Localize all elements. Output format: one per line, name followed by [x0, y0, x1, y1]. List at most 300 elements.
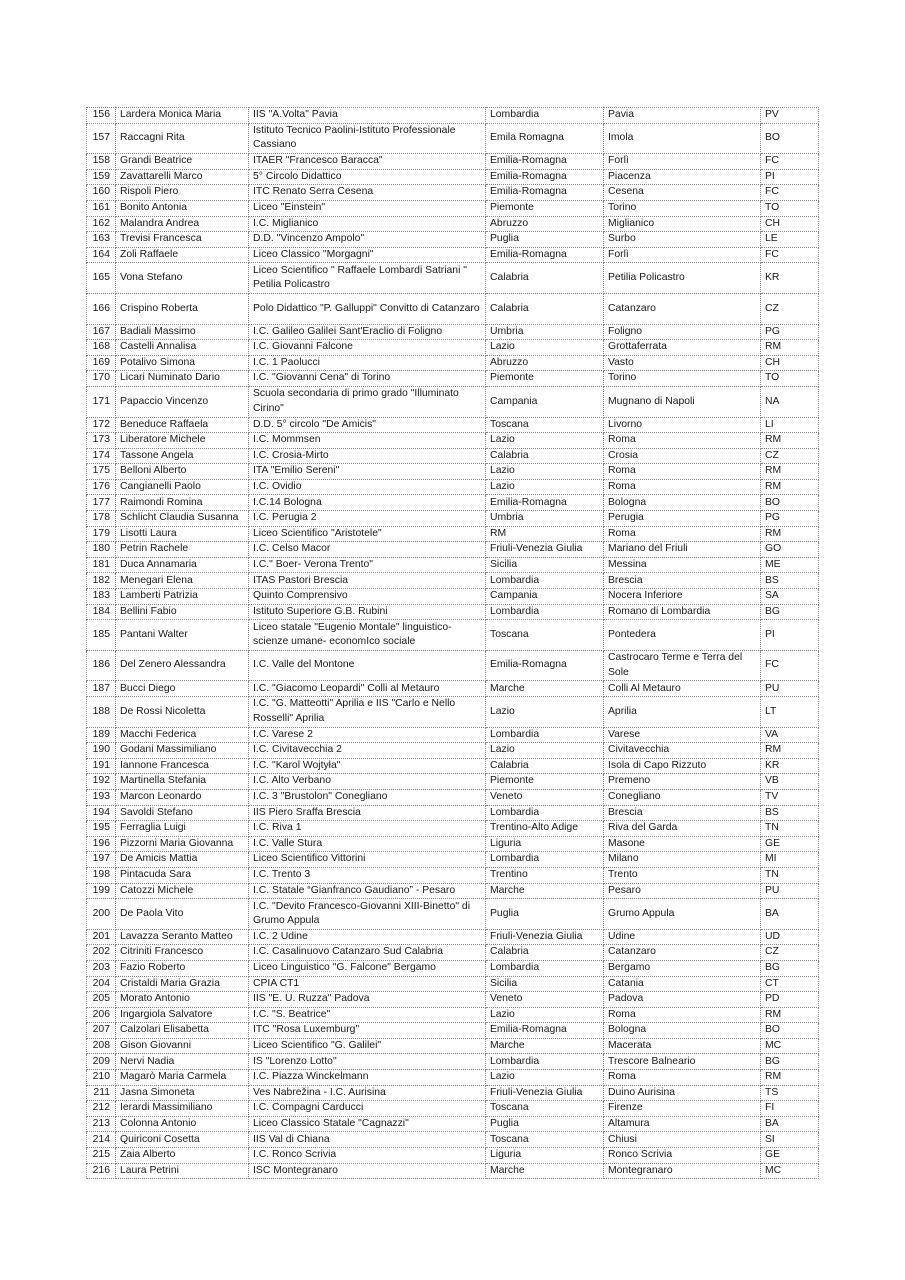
province-code-cell: FC	[761, 247, 819, 263]
region-cell: Marche	[486, 681, 604, 697]
region-cell: Lazio	[486, 743, 604, 759]
row-number-cell: 212	[87, 1101, 116, 1117]
teacher-name-cell: Schlicht Claudia Susanna	[116, 511, 249, 527]
city-cell: Ronco Scrivia	[604, 1148, 761, 1164]
city-cell: Roma	[604, 433, 761, 449]
province-code-cell: RM	[761, 340, 819, 356]
teacher-name-cell: Vona Stefano	[116, 263, 249, 294]
table-row	[87, 232, 819, 248]
table-row	[87, 867, 819, 883]
teacher-name-cell: Calzolari Elisabetta	[116, 1023, 249, 1039]
school-name-cell: I.C. Riva 1	[249, 821, 486, 837]
province-code-cell: BG	[761, 1054, 819, 1070]
table-row	[87, 883, 819, 899]
table-row	[87, 1038, 819, 1054]
province-code-cell: PD	[761, 992, 819, 1008]
table-row	[87, 542, 819, 558]
city-cell: Perugia	[604, 511, 761, 527]
school-name-cell: Istituto Tecnico Paolini-Istituto Professionale Cassiano	[249, 123, 486, 154]
table-row	[87, 355, 819, 371]
table-row	[87, 1054, 819, 1070]
school-name-cell: I.C. Alto Verbano	[249, 774, 486, 790]
teacher-name-cell: Bellini Fabio	[116, 604, 249, 620]
table-row	[87, 511, 819, 527]
region-cell: Sicilia	[486, 976, 604, 992]
row-number-cell: 183	[87, 589, 116, 605]
teacher-name-cell: Papaccio Vincenzo	[116, 386, 249, 417]
table-row	[87, 789, 819, 805]
row-number-cell: 206	[87, 1007, 116, 1023]
school-name-cell: I.C. "Giacomo Leopardi" Colli al Metauro	[249, 681, 486, 697]
row-number-cell: 214	[87, 1132, 116, 1148]
row-number-cell: 157	[87, 123, 116, 154]
row-number-cell: 199	[87, 883, 116, 899]
region-cell: Calabria	[486, 263, 604, 294]
table-row	[87, 589, 819, 605]
table-row	[87, 448, 819, 464]
province-code-cell: TO	[761, 200, 819, 216]
city-cell: Torino	[604, 371, 761, 387]
city-cell: Firenze	[604, 1101, 761, 1117]
region-cell: Toscana	[486, 1132, 604, 1148]
city-cell: Bologna	[604, 495, 761, 511]
table-row	[87, 1085, 819, 1101]
city-cell: Crosia	[604, 448, 761, 464]
region-cell: RM	[486, 526, 604, 542]
school-name-cell: ITC "Rosa Luxemburg"	[249, 1023, 486, 1039]
table-row	[87, 1070, 819, 1086]
table-row	[87, 1023, 819, 1039]
teacher-name-cell: De Amicis Mattia	[116, 852, 249, 868]
row-number-cell: 190	[87, 743, 116, 759]
city-cell: Chiusi	[604, 1132, 761, 1148]
city-cell: Pesaro	[604, 883, 761, 899]
row-number-cell: 209	[87, 1054, 116, 1070]
teacher-name-cell: Jasna Simoneta	[116, 1085, 249, 1101]
row-number-cell: 203	[87, 960, 116, 976]
region-cell: Campania	[486, 589, 604, 605]
table-row	[87, 960, 819, 976]
teacher-name-cell: Martinella Stefania	[116, 774, 249, 790]
teacher-name-cell: Catozzi Michele	[116, 883, 249, 899]
region-cell: Emilia-Romagna	[486, 650, 604, 681]
region-cell: Sicilia	[486, 557, 604, 573]
province-code-cell: BO	[761, 495, 819, 511]
school-name-cell: I.C. Varese 2	[249, 727, 486, 743]
city-cell: Bergamo	[604, 960, 761, 976]
table-row	[87, 108, 819, 124]
table-row	[87, 899, 819, 930]
province-code-cell: PG	[761, 324, 819, 340]
teacher-name-cell: Beneduce Raffaela	[116, 417, 249, 433]
province-code-cell: PI	[761, 169, 819, 185]
table-row	[87, 495, 819, 511]
school-name-cell: Liceo statale "Eugenio Montale" linguistico- scienze umane- economIco sociale	[249, 620, 486, 651]
province-code-cell: RM	[761, 1007, 819, 1023]
teacher-name-cell: Gison Giovanni	[116, 1038, 249, 1054]
school-name-cell: I.C. Celso Macor	[249, 542, 486, 558]
school-name-cell: I.C. "S. Beatrice"	[249, 1007, 486, 1023]
region-cell: Trentino-Alto Adige	[486, 821, 604, 837]
table-row	[87, 620, 819, 651]
teacher-name-cell: Quiriconi Cosetta	[116, 1132, 249, 1148]
region-cell: Abruzzo	[486, 216, 604, 232]
city-cell: Roma	[604, 526, 761, 542]
school-name-cell: ITAER "Francesco Baracca"	[249, 154, 486, 170]
table-row	[87, 976, 819, 992]
row-number-cell: 185	[87, 620, 116, 651]
table-row	[87, 852, 819, 868]
teacher-name-cell: Lavazza Seranto Matteo	[116, 929, 249, 945]
region-cell: Marche	[486, 883, 604, 899]
row-number-cell: 179	[87, 526, 116, 542]
school-name-cell: I.C. "Giovanni Cena" di Torino	[249, 371, 486, 387]
table-row	[87, 573, 819, 589]
row-number-cell: 162	[87, 216, 116, 232]
city-cell: Torino	[604, 200, 761, 216]
table-row	[87, 758, 819, 774]
row-number-cell: 202	[87, 945, 116, 961]
school-name-cell: Liceo Classico "Morgagni"	[249, 247, 486, 263]
teacher-name-cell: Crispino Roberta	[116, 293, 249, 324]
table-row	[87, 1101, 819, 1117]
table-row	[87, 464, 819, 480]
teacher-name-cell: Pantani Walter	[116, 620, 249, 651]
city-cell: Catanzaro	[604, 945, 761, 961]
school-name-cell: I.C. Statale “Gianfranco Gaudiano” - Pesaro	[249, 883, 486, 899]
school-name-cell: I.C. Mommsen	[249, 433, 486, 449]
row-number-cell: 164	[87, 247, 116, 263]
school-name-cell: I.C. Civitavecchia 2	[249, 743, 486, 759]
teacher-name-cell: Potalivo Simona	[116, 355, 249, 371]
region-cell: Lazio	[486, 433, 604, 449]
province-code-cell: LI	[761, 417, 819, 433]
region-cell: Piemonte	[486, 200, 604, 216]
region-cell: Toscana	[486, 417, 604, 433]
school-name-cell: CPIA CT1	[249, 976, 486, 992]
school-name-cell: Scuola secondaria di primo grado "Illuminato Cirino"	[249, 386, 486, 417]
province-code-cell: CH	[761, 355, 819, 371]
row-number-cell: 175	[87, 464, 116, 480]
city-cell: Masone	[604, 836, 761, 852]
school-name-cell: I.C." Boer- Verona Trento"	[249, 557, 486, 573]
teacher-name-cell: Marcon Leonardo	[116, 789, 249, 805]
city-cell: Premeno	[604, 774, 761, 790]
city-cell: Montegranaro	[604, 1163, 761, 1179]
city-cell: Roma	[604, 1007, 761, 1023]
region-cell: Toscana	[486, 620, 604, 651]
city-cell: Isola di Capo Rizzuto	[604, 758, 761, 774]
table-body	[87, 108, 819, 1179]
teacher-name-cell: Morato Antonio	[116, 992, 249, 1008]
province-code-cell: GE	[761, 1148, 819, 1164]
region-cell: Campania	[486, 386, 604, 417]
table-row	[87, 992, 819, 1008]
table-row	[87, 479, 819, 495]
region-cell: Toscana	[486, 1101, 604, 1117]
teacher-name-cell: Nervi Nadia	[116, 1054, 249, 1070]
school-name-cell: Liceo Linguistico "G. Falcone" Bergamo	[249, 960, 486, 976]
region-cell: Calabria	[486, 758, 604, 774]
school-name-cell: ITA "Emilio Sereni"	[249, 464, 486, 480]
row-number-cell: 184	[87, 604, 116, 620]
teacher-name-cell: Zavattarelli Marco	[116, 169, 249, 185]
province-code-cell: CT	[761, 976, 819, 992]
school-name-cell: Ves Nabrežina - I.C. Aurisina	[249, 1085, 486, 1101]
row-number-cell: 216	[87, 1163, 116, 1179]
row-number-cell: 194	[87, 805, 116, 821]
city-cell: Roma	[604, 479, 761, 495]
table-row	[87, 185, 819, 201]
region-cell: Lombardia	[486, 108, 604, 124]
teacher-name-cell: Cangianelli Paolo	[116, 479, 249, 495]
city-cell: Nocera Inferiore	[604, 589, 761, 605]
region-cell: Friuli-Venezia Giulia	[486, 1085, 604, 1101]
region-cell: Lombardia	[486, 573, 604, 589]
region-cell: Lazio	[486, 697, 604, 728]
school-name-cell: I.C. Miglianico	[249, 216, 486, 232]
teacher-name-cell: Laura Petrini	[116, 1163, 249, 1179]
province-code-cell: BA	[761, 1116, 819, 1132]
province-code-cell: BG	[761, 960, 819, 976]
region-cell: Emila Romagna	[486, 123, 604, 154]
school-name-cell: ISC Montegranaro	[249, 1163, 486, 1179]
teacher-name-cell: Zoli Raffaele	[116, 247, 249, 263]
city-cell: Pontedera	[604, 620, 761, 651]
city-cell: Petilia Policastro	[604, 263, 761, 294]
teacher-name-cell: Malandra Andrea	[116, 216, 249, 232]
school-name-cell: Liceo "Einstein"	[249, 200, 486, 216]
teacher-name-cell: De Rossi Nicoletta	[116, 697, 249, 728]
teacher-name-cell: Ingargiola Salvatore	[116, 1007, 249, 1023]
table-row	[87, 743, 819, 759]
row-number-cell: 205	[87, 992, 116, 1008]
table-row	[87, 681, 819, 697]
province-code-cell: RM	[761, 464, 819, 480]
row-number-cell: 174	[87, 448, 116, 464]
region-cell: Emilia-Romagna	[486, 495, 604, 511]
teacher-name-cell: Lisotti Laura	[116, 526, 249, 542]
table-row	[87, 371, 819, 387]
row-number-cell: 198	[87, 867, 116, 883]
province-code-cell: PU	[761, 883, 819, 899]
row-number-cell: 182	[87, 573, 116, 589]
teacher-name-cell: Castelli Annalisa	[116, 340, 249, 356]
city-cell: Catanzaro	[604, 293, 761, 324]
region-cell: Lazio	[486, 1070, 604, 1086]
teacher-name-cell: De Paola Vito	[116, 899, 249, 930]
province-code-cell: VA	[761, 727, 819, 743]
city-cell: Castrocaro Terme e Terra del Sole	[604, 650, 761, 681]
region-cell: Puglia	[486, 1116, 604, 1132]
table-row	[87, 821, 819, 837]
row-number-cell: 201	[87, 929, 116, 945]
school-name-cell: Liceo Classico Statale "Cagnazzi"	[249, 1116, 486, 1132]
row-number-cell: 200	[87, 899, 116, 930]
row-number-cell: 165	[87, 263, 116, 294]
row-number-cell: 213	[87, 1116, 116, 1132]
province-code-cell: VB	[761, 774, 819, 790]
region-cell: Emilia-Romagna	[486, 185, 604, 201]
province-code-cell: BS	[761, 573, 819, 589]
table-row	[87, 1007, 819, 1023]
region-cell: Emilia-Romagna	[486, 169, 604, 185]
region-cell: Emilia-Romagna	[486, 1023, 604, 1039]
school-name-cell: I.C.14 Bologna	[249, 495, 486, 511]
teacher-name-cell: Cristaldi Maria Grazia	[116, 976, 249, 992]
province-code-cell: RM	[761, 743, 819, 759]
row-number-cell: 169	[87, 355, 116, 371]
city-cell: Aprilia	[604, 697, 761, 728]
teacher-name-cell: Godani Massimiliano	[116, 743, 249, 759]
region-cell: Calabria	[486, 293, 604, 324]
city-cell: Milano	[604, 852, 761, 868]
table-row	[87, 945, 819, 961]
province-code-cell: PI	[761, 620, 819, 651]
table-row	[87, 1132, 819, 1148]
province-code-cell: KR	[761, 758, 819, 774]
table-row	[87, 247, 819, 263]
row-number-cell: 197	[87, 852, 116, 868]
school-name-cell: I.C. Ovidio	[249, 479, 486, 495]
region-cell: Piemonte	[486, 371, 604, 387]
city-cell: Mugnano di Napoli	[604, 386, 761, 417]
teacher-name-cell: Ierardi Massimiliano	[116, 1101, 249, 1117]
school-name-cell: I.C. 1 Paolucci	[249, 355, 486, 371]
teacher-name-cell: Pizzorni Maria Giovanna	[116, 836, 249, 852]
table-row	[87, 805, 819, 821]
city-cell: Varese	[604, 727, 761, 743]
row-number-cell: 176	[87, 479, 116, 495]
table-row	[87, 433, 819, 449]
row-number-cell: 158	[87, 154, 116, 170]
city-cell: Mariano del Friuli	[604, 542, 761, 558]
teacher-name-cell: Licari Numinato Dario	[116, 371, 249, 387]
region-cell: Lombardia	[486, 805, 604, 821]
province-code-cell: BO	[761, 123, 819, 154]
province-code-cell: PU	[761, 681, 819, 697]
city-cell: Messina	[604, 557, 761, 573]
table-row	[87, 650, 819, 681]
row-number-cell: 160	[87, 185, 116, 201]
city-cell: Pavia	[604, 108, 761, 124]
school-name-cell: I.C. "Devito Francesco-Giovanni XIII-Binetto" di Grumo Appula	[249, 899, 486, 930]
city-cell: Colli Al Metauro	[604, 681, 761, 697]
teacher-name-cell: Tassone Angela	[116, 448, 249, 464]
province-code-cell: BS	[761, 805, 819, 821]
row-number-cell: 208	[87, 1038, 116, 1054]
province-code-cell: TN	[761, 821, 819, 837]
school-name-cell: 5° Circolo Didattico	[249, 169, 486, 185]
province-code-cell: GO	[761, 542, 819, 558]
teacher-name-cell: Fazio Roberto	[116, 960, 249, 976]
region-cell: Calabria	[486, 448, 604, 464]
region-cell: Lombardia	[486, 852, 604, 868]
school-name-cell: IIS Piero Sraffa Brescia	[249, 805, 486, 821]
row-number-cell: 180	[87, 542, 116, 558]
teacher-name-cell: Menegari Elena	[116, 573, 249, 589]
region-cell: Emilia-Romagna	[486, 154, 604, 170]
school-name-cell: Liceo Scientifico "Aristotele"	[249, 526, 486, 542]
row-number-cell: 195	[87, 821, 116, 837]
province-code-cell: TV	[761, 789, 819, 805]
city-cell: Livorno	[604, 417, 761, 433]
province-code-cell: RM	[761, 479, 819, 495]
city-cell: Altamura	[604, 1116, 761, 1132]
province-code-cell: TS	[761, 1085, 819, 1101]
city-cell: Grottaferrata	[604, 340, 761, 356]
province-code-cell: TO	[761, 371, 819, 387]
region-cell: Emilia-Romagna	[486, 247, 604, 263]
row-number-cell: 168	[87, 340, 116, 356]
row-number-cell: 178	[87, 511, 116, 527]
row-number-cell: 189	[87, 727, 116, 743]
row-number-cell: 210	[87, 1070, 116, 1086]
city-cell: Macerata	[604, 1038, 761, 1054]
province-code-cell: SI	[761, 1132, 819, 1148]
region-cell: Umbria	[486, 511, 604, 527]
city-cell: Imola	[604, 123, 761, 154]
teacher-name-cell: Zaia Alberto	[116, 1148, 249, 1164]
row-number-cell: 204	[87, 976, 116, 992]
region-cell: Friuli-Venezia Giulia	[486, 929, 604, 945]
document-page	[86, 107, 818, 1179]
row-number-cell: 156	[87, 108, 116, 124]
province-code-cell: PV	[761, 108, 819, 124]
school-name-cell: I.C. 2 Udine	[249, 929, 486, 945]
region-cell: Liguria	[486, 1148, 604, 1164]
region-cell: Veneto	[486, 992, 604, 1008]
table-row	[87, 1116, 819, 1132]
row-number-cell: 173	[87, 433, 116, 449]
row-number-cell: 170	[87, 371, 116, 387]
city-cell: Brescia	[604, 573, 761, 589]
region-cell: Lazio	[486, 340, 604, 356]
row-number-cell: 181	[87, 557, 116, 573]
region-cell: Piemonte	[486, 774, 604, 790]
row-number-cell: 177	[87, 495, 116, 511]
row-number-cell: 207	[87, 1023, 116, 1039]
school-name-cell: I.C. Casalinuovo Catanzaro Sud Calabria	[249, 945, 486, 961]
province-code-cell: FC	[761, 650, 819, 681]
region-cell: Lombardia	[486, 1054, 604, 1070]
teacher-name-cell: Belloni Alberto	[116, 464, 249, 480]
city-cell: Roma	[604, 464, 761, 480]
city-cell: Miglianico	[604, 216, 761, 232]
province-code-cell: RM	[761, 526, 819, 542]
city-cell: Vasto	[604, 355, 761, 371]
school-name-cell: I.C. Piazza Winckelmann	[249, 1070, 486, 1086]
table-row	[87, 1148, 819, 1164]
school-name-cell: IS "Lorenzo Lotto"	[249, 1054, 486, 1070]
table-row	[87, 697, 819, 728]
teacher-name-cell: Colonna Antonio	[116, 1116, 249, 1132]
province-code-cell: MC	[761, 1038, 819, 1054]
teacher-name-cell: Pintacuda Sara	[116, 867, 249, 883]
teacher-name-cell: Macchi Federica	[116, 727, 249, 743]
region-cell: Lombardia	[486, 604, 604, 620]
province-code-cell: LT	[761, 697, 819, 728]
school-name-cell: Istituto Superiore G.B. Rubini	[249, 604, 486, 620]
table-row	[87, 263, 819, 294]
teacher-name-cell: Raccagni Rita	[116, 123, 249, 154]
school-name-cell: D.D. "Vincenzo Ampolo"	[249, 232, 486, 248]
school-name-cell: I.C. Valle del Montone	[249, 650, 486, 681]
school-name-cell: Liceo Scientifico Vittorini	[249, 852, 486, 868]
province-code-cell: BG	[761, 604, 819, 620]
table-row	[87, 216, 819, 232]
school-name-cell: ITC Renato Serra Cesena	[249, 185, 486, 201]
